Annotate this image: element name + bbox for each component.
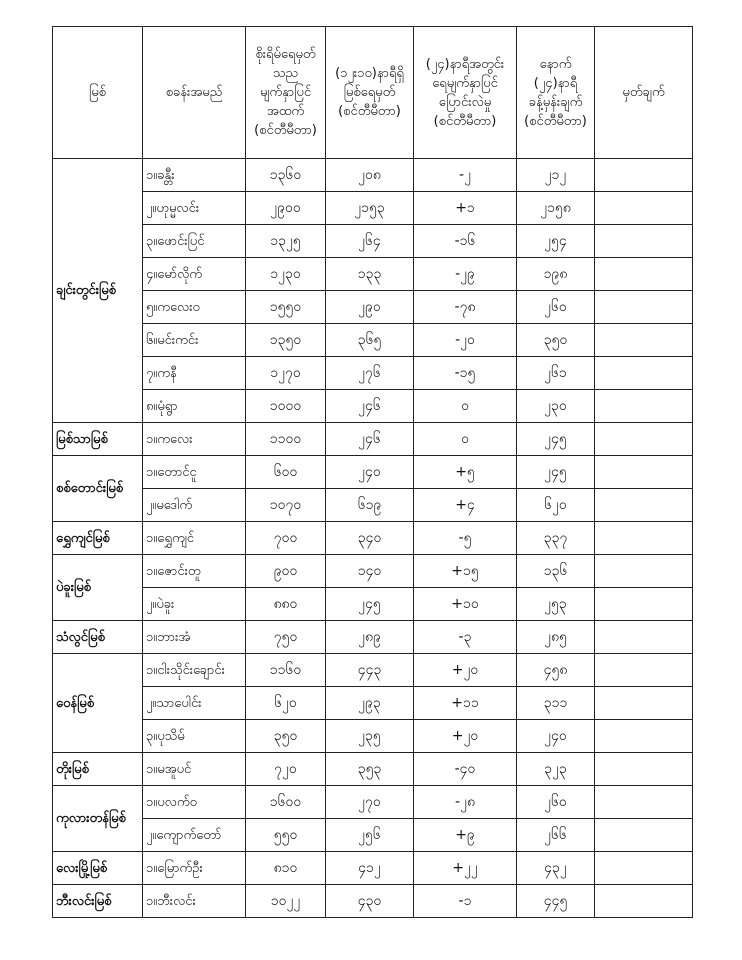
forecast-level: ၂၆၆ [517,819,595,852]
current-level: ၁၃၃ [326,258,414,291]
danger-level: ၁၁၆၀ [246,654,326,687]
table-row [53,621,693,654]
current-level: ၂၄၆ [326,423,414,456]
river-name: လေးမြို့မြစ် [53,852,143,885]
remark [595,819,693,852]
danger-level: ၁၀၇၀ [246,489,326,522]
station-name: ၂။သာပေါင်း [143,687,246,720]
level-change: +၂၀ [414,720,517,753]
station-name: ၁။ဇောင်းတူ [143,555,246,588]
danger-level: ၁၆၀၀ [246,786,326,819]
river-name: ပဲခူးမြစ် [53,555,143,621]
forecast-level: ၃၂၃ [517,753,595,786]
table-row [53,720,693,753]
current-level: ၄၄၃ [326,654,414,687]
table-row [53,588,693,621]
level-change: -၃ [414,621,517,654]
remark [595,852,693,885]
remark [595,291,693,324]
remark [595,423,693,456]
current-level: ၁၄၀ [326,555,414,588]
station-name: ၇။ကနီ [143,357,246,390]
table-row [53,819,693,852]
table-row [53,555,693,588]
remark [595,489,693,522]
forecast-level: ၄၄၅ [517,885,595,918]
table-row [53,423,693,456]
table-row [53,852,693,885]
station-name: ၁။ဘီးလင်း [143,885,246,918]
remark [595,555,693,588]
forecast-level: ၂၆၁ [517,357,595,390]
forecast-level: ၃၅၀ [517,324,595,357]
forecast-level: ၂၅၄ [517,225,595,258]
header-remarks: မှတ်ချက် [595,27,693,159]
station-name: ၄။မော်လိုက် [143,258,246,291]
remark [595,324,693,357]
table-row [53,324,693,357]
level-change: +၁ [414,192,517,225]
current-level: ၂၃၅ [326,720,414,753]
station-name: ၈။မုံရွာ [143,390,246,423]
header-row [53,27,693,159]
river-name: တိုးမြစ် [53,753,143,786]
remark [595,753,693,786]
level-change: -၂၀ [414,324,517,357]
remark [595,456,693,489]
remark [595,885,693,918]
table-row [53,258,693,291]
level-change: +၂၀ [414,654,517,687]
danger-level: ၈၈၀ [246,588,326,621]
forecast-level: ၁၃၆ [517,555,595,588]
danger-level: ၈၁၀ [246,852,326,885]
danger-level: ၁၃၂၅ [246,225,326,258]
remark [595,720,693,753]
table-row [53,786,693,819]
level-change: -၁၅ [414,357,517,390]
river-name: ရွှေကျင်မြစ် [53,522,143,555]
current-level: ၂၀၈ [326,159,414,192]
remark [595,159,693,192]
river-name: သံလွင်မြစ် [53,621,143,654]
danger-level: ၇၂၀ [246,753,326,786]
level-change: +၉ [414,819,517,852]
current-level: ၂၄၆ [326,390,414,423]
level-change: +၁၀ [414,588,517,621]
river-name: စစ်တောင်းမြစ် [53,456,143,522]
remark [595,786,693,819]
forecast-level: ၃၃၇ [517,522,595,555]
danger-level: ၂၉၀၀ [246,192,326,225]
level-change: -၅ [414,522,517,555]
forecast-level: ၂၄၅ [517,423,595,456]
danger-level: ၁၅၅၀ [246,291,326,324]
remark [595,687,693,720]
danger-level: ၁၀၀၀ [246,390,326,423]
river-name: ဘီးလင်းမြစ် [53,885,143,918]
station-name: ၅။ကလေးဝ [143,291,246,324]
river-name: မြစ်သာမြစ် [53,423,143,456]
current-level: ၂၇၆ [326,357,414,390]
level-change: ၀ [414,423,517,456]
danger-level: ၁၃၅၀ [246,324,326,357]
current-level: ၂၉၀ [326,291,414,324]
forecast-level: ၄၃၂ [517,852,595,885]
current-level: ၂၈၉ [326,621,414,654]
station-name: ၁။ကလေး [143,423,246,456]
level-change: +၅ [414,456,517,489]
station-name: ၃။ပုသိမ် [143,720,246,753]
current-level: ၃၄၀ [326,522,414,555]
forecast-level: ၂၈၅ [517,621,595,654]
table-row [53,522,693,555]
header-station: စခန်းအမည် [143,27,246,159]
river-name: ဝေန်မြစ် [53,654,143,753]
station-name: ၂။ဟုမ္မလင်း [143,192,246,225]
level-change: +၂၂ [414,852,517,885]
remark [595,588,693,621]
current-level: ၂၉၃ [326,687,414,720]
danger-level: ၁၁၀၀ [246,423,326,456]
river-name: ချင်းတွင်းမြစ် [53,159,143,423]
forecast-level: ၂၄၅ [517,456,595,489]
level-change: -၂၉ [414,258,517,291]
table-row [53,192,693,225]
current-level: ၂၅၆ [326,819,414,852]
remark [595,225,693,258]
table-row [53,225,693,258]
river-name: ကုလားတန်မြစ် [53,786,143,852]
forecast-level: ၂၆၀ [517,786,595,819]
station-name: ၁။မြောက်ဦး [143,852,246,885]
station-name: ၂။ပဲခူး [143,588,246,621]
forecast-level: ၂၄၀ [517,720,595,753]
header-forecast: နောက် (၂၄)နာရီ ခန့်မှန်းချက် (စင်တီမီတာ) [517,27,595,159]
station-name: ၁။ငါးသိုင်းချောင်း [143,654,246,687]
station-name: ၂။ကျောက်တော် [143,819,246,852]
table-row [53,885,693,918]
current-level: ၂၁၅၃ [326,192,414,225]
station-name: ၁။ခန္တီး [143,159,246,192]
river-level-table [52,26,693,918]
level-change: -၂၈ [414,786,517,819]
forecast-level: ၃၁၁ [517,687,595,720]
forecast-level: ၂၅၃ [517,588,595,621]
danger-level: ၇၀၀ [246,522,326,555]
current-level: ၂၆၄ [326,225,414,258]
danger-level: ၃၅၀ [246,720,326,753]
danger-level: ၆၂၀ [246,687,326,720]
forecast-level: ၄၅၈ [517,654,595,687]
table-row [53,291,693,324]
table-row [53,159,693,192]
level-change: -၄၀ [414,753,517,786]
forecast-level: ၆၂၀ [517,489,595,522]
current-level: ၂၇၀ [326,786,414,819]
station-name: ၁။တောင်ငူ [143,456,246,489]
forecast-level: ၁၉၈ [517,258,595,291]
forecast-level: ၂၁၂ [517,159,595,192]
level-change: -၁ [414,885,517,918]
station-name: ၁။ဘားအံ [143,621,246,654]
current-level: ၄၁၂ [326,852,414,885]
remark [595,522,693,555]
table-row [53,489,693,522]
level-change: +၁၁ [414,687,517,720]
table-body [53,159,693,918]
table-row [53,654,693,687]
current-level: ၆၁၉ [326,489,414,522]
forecast-level: ၂၁၅၈ [517,192,595,225]
current-level: ၂၄၅ [326,588,414,621]
remark [595,192,693,225]
station-name: ၁။မအူပင် [143,753,246,786]
remark [595,621,693,654]
remark [595,357,693,390]
danger-level: ၅၅၀ [246,819,326,852]
level-change: -၂ [414,159,517,192]
table-row [53,687,693,720]
forecast-level: ၂၃၀ [517,390,595,423]
station-name: ၂။မဒေါက် [143,489,246,522]
danger-level: ၆၀၀ [246,456,326,489]
remark [595,390,693,423]
remark [595,258,693,291]
table-row [53,357,693,390]
header-24h-change: (၂၄)နာရီအတွင်း ရေမျက်နှာပြင် ပြောင်းလဲမှု (စင်တီမီတာ) [414,27,517,159]
current-level: ၄၃၀ [326,885,414,918]
danger-level: ၁၀၂၂ [246,885,326,918]
station-name: ၁။ရွှေကျင် [143,522,246,555]
current-level: ၃၅၃ [326,753,414,786]
table-row [53,753,693,786]
current-level: ၃၆၅ [326,324,414,357]
level-change: +၄ [414,489,517,522]
station-name: ၁။ပလက်ဝ [143,786,246,819]
current-level: ၂၄၀ [326,456,414,489]
table-row [53,390,693,423]
danger-level: ၁၂၇၀ [246,357,326,390]
level-change: -၇၈ [414,291,517,324]
header-current-level: (၁၂း၁၀)နာရီရှိ မြစ်ရေမှတ် (စင်တီမီတာ) [326,27,414,159]
station-name: ၃။ဖောင်းပြင် [143,225,246,258]
header-river: မြစ် [53,27,143,159]
level-change: +၁၅ [414,555,517,588]
forecast-level: ၂၆၀ [517,291,595,324]
danger-level: ၁၂၃၀ [246,258,326,291]
danger-level: ၉၀၀ [246,555,326,588]
danger-level: ၇၅၀ [246,621,326,654]
danger-level: ၁၃၆၀ [246,159,326,192]
level-change: ၀ [414,390,517,423]
header-danger-level: စိုးရိမ်ရေမှတ် သည မျက်နှာပြင် အထက် (စင်တီမီတာ) [246,27,326,159]
station-name: ၆။မင်းကင်း [143,324,246,357]
remark [595,654,693,687]
level-change: -၁၆ [414,225,517,258]
table-row [53,456,693,489]
